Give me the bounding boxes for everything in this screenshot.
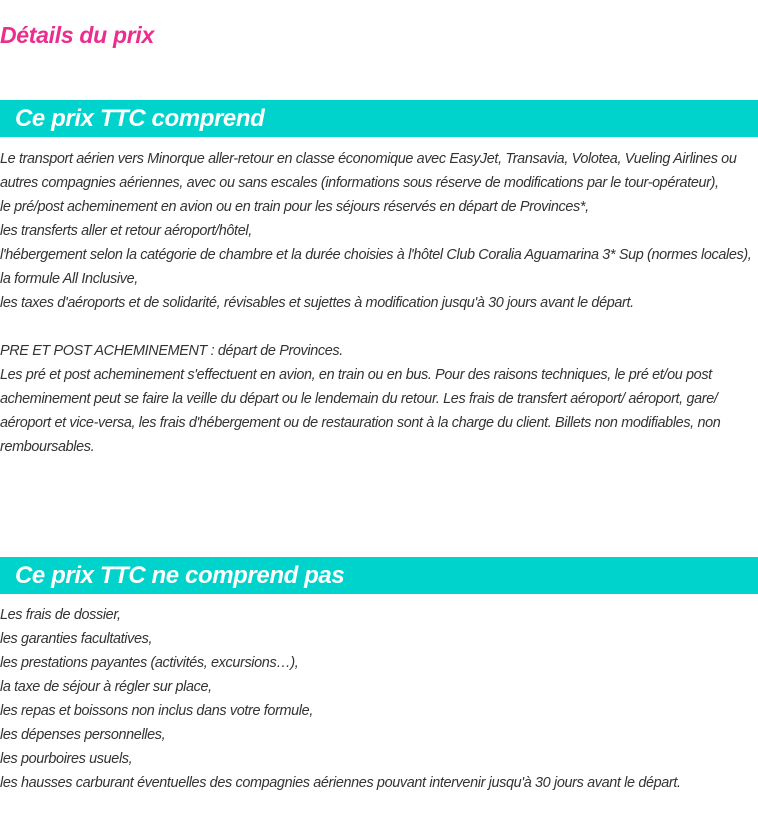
excluded-item-tourist-tax: la taxe de séjour à régler sur place, [0, 679, 212, 695]
excluded-item-personal-expenses: les dépenses personnelles, [0, 727, 166, 743]
included-item-all-inclusive: la formule All Inclusive, [0, 271, 138, 287]
spacer [0, 315, 756, 339]
included-item-pre-post: le pré/post acheminement en avion ou en train pour les séjours réservés en départ de Provinces*, [0, 199, 589, 215]
excluded-item-fuel-surcharge: les hausses carburant éventuelles des compagnies aériennes pouvant intervenir jusqu'à 30 jours avant le départ. [0, 775, 681, 791]
included-item-transport: Le transport aérien vers Minorque aller-retour en classe économique avec EasyJet, Transavia, Volotea, Vueling Airlines ou autres compagnies aériennes, avec ou sans escales (informations sous réserve de modifications par le tour-opérateur), [0, 151, 737, 191]
excluded-section-header: Ce prix TTC ne comprend pas [0, 557, 758, 594]
excluded-item-meals: les repas et boissons non inclus dans votre formule, [0, 703, 313, 719]
page-title: Détails du prix [0, 22, 154, 48]
included-item-taxes: les taxes d'aéroports et de solidarité, révisables et sujettes à modification jusqu'à 30 jours avant le départ. [0, 295, 634, 311]
included-item-transfers: les transferts aller et retour aéroport/hôtel, [0, 223, 252, 239]
pre-post-note-title: PRE ET POST ACHEMINEMENT : départ de Provinces. [0, 343, 343, 359]
excluded-item-fees: Les frais de dossier, [0, 607, 121, 623]
excluded-section-body [0, 603, 756, 795]
included-section-header: Ce prix TTC comprend [0, 100, 758, 137]
included-section-body [0, 147, 756, 459]
excluded-item-paid-services: les prestations payantes (activités, excursions…), [0, 655, 299, 671]
excluded-item-guarantees: les garanties facultatives, [0, 631, 153, 647]
included-item-accommodation: l'hébergement selon la catégorie de chambre et la durée choisies à l'hôtel Club Coralia Aguamarina 3* Sup (normes locales), [0, 247, 752, 263]
pre-post-note-text: Les pré et post acheminement s'effectuent en avion, en train ou en bus. Pour des raisons techniques, le pré et/ou post acheminement peut se faire la veille du départ ou le lendemain du retour. Les frais de transfert aéroport/ aéroport, gare/ aéroport et vice-versa, les frais d'hébergement ou de restauration sont à la charge du client. Billets non modifiables, non remboursables. [0, 367, 721, 455]
excluded-item-tips: les pourboires usuels, [0, 751, 133, 767]
